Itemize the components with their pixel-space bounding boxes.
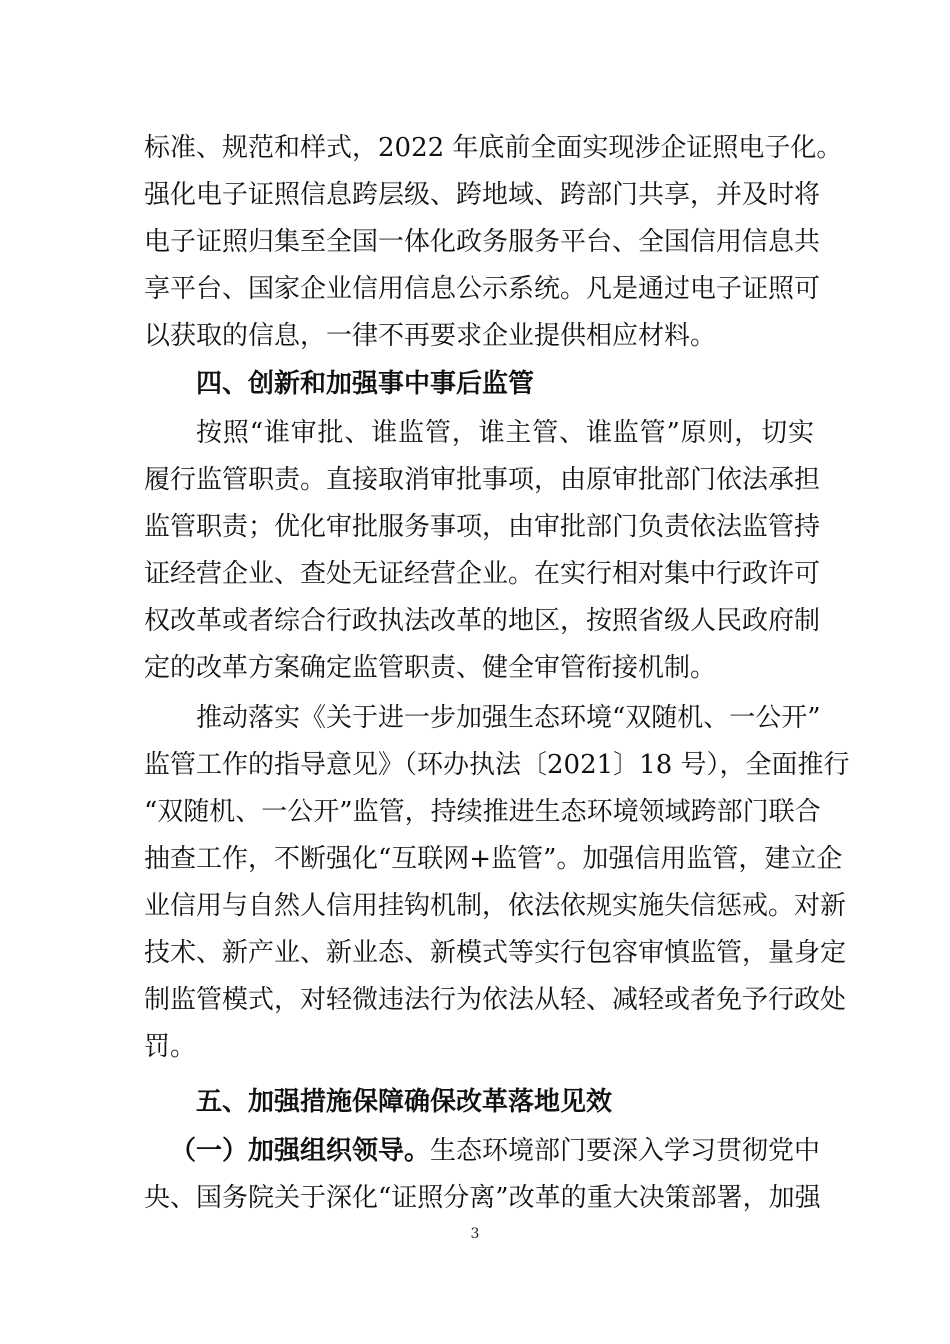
paragraph-line: 监管工作的指导意见》（环办执法〔2021〕18 号），全面推行 (144, 750, 850, 780)
section-heading: 五、加强措施保障确保改革落地见效 (196, 1087, 613, 1117)
paragraph-line: 权改革或者综合行政执法改革的地区，按照省级人民政府制 (144, 606, 821, 636)
paragraph-line: 电子证照归集至全国一体化政务服务平台、全国信用信息共 (144, 227, 821, 257)
paragraph-text: 生态环境部门要深入学习贯彻党中 (430, 1136, 821, 1166)
paragraph-line: 制监管模式，对轻微违法行为依法从轻、减轻或者免予行政处 (144, 985, 847, 1015)
paragraph-line: 业信用与自然人信用挂钩机制，依法依规实施失信惩戒。对新 (144, 891, 847, 921)
paragraph-line: 履行监管职责。直接取消审批事项，由原审批部门依法承担 (144, 465, 821, 495)
paragraph-line: 证经营企业、查处无证经营企业。在实行相对集中行政许可 (144, 559, 821, 589)
page-number: 3 (470, 1226, 480, 1242)
paragraph-line: 抽查工作，不断强化“互联网+监管”。加强信用监管，建立企 (144, 844, 843, 874)
paragraph-line: 监管职责；优化审批服务事项，由审批部门负责依法监管持 (144, 512, 821, 542)
paragraph-line: “双随机、一公开”监管，持续推进生态环境领域跨部门联合 (144, 797, 821, 827)
paragraph-line (170, 1136, 821, 1166)
paragraph-line: 强化电子证照信息跨层级、跨地域、跨部门共享，并及时将 (144, 180, 821, 210)
paragraph-line: 以获取的信息，一律不再要求企业提供相应材料。 (144, 321, 717, 351)
paragraph-line: 享平台、国家企业信用信息公示系统。凡是通过电子证照可 (144, 274, 821, 304)
paragraph-line: 标准、规范和样式，2022 年底前全面实现涉企证照电子化。 (144, 133, 843, 163)
paragraph-line: 央、国务院关于深化“证照分离”改革的重大决策部署，加强 (144, 1183, 821, 1213)
paragraph-line: 定的改革方案确定监管职责、健全审管衔接机制。 (144, 653, 717, 683)
section-heading: 四、创新和加强事中事后监管 (196, 369, 535, 399)
paragraph-line: 罚。 (144, 1032, 197, 1062)
paragraph-line: 按照“谁审批、谁监管，谁主管、谁监管”原则，切实 (196, 418, 814, 448)
paragraph-line: 推动落实《关于进一步加强生态环境“双随机、一公开” (196, 703, 821, 733)
subsection-lead: （一）加强组织领导。 (170, 1136, 431, 1166)
paragraph-line: 技术、新产业、新业态、新模式等实行包容审慎监管，量身定 (144, 938, 847, 968)
